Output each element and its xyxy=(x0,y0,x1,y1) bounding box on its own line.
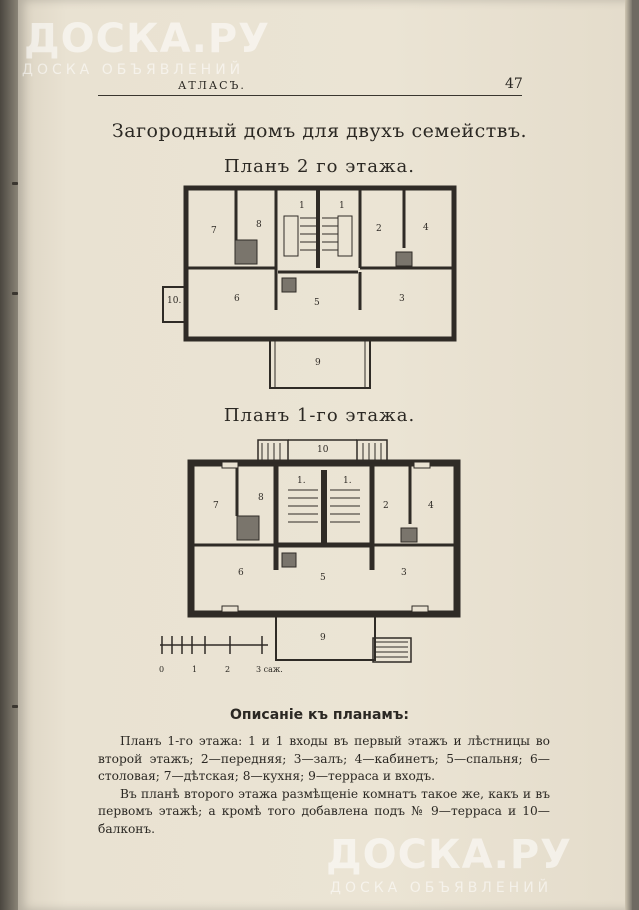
description-body xyxy=(98,733,550,838)
lower-room-label: 1. xyxy=(297,476,306,486)
watermark-brand-bottom: ДОСКА.РУ xyxy=(326,832,572,878)
running-header-title: АТЛАСЪ. xyxy=(178,79,246,92)
description-paragraph: Въ планѣ второго этажа размѣщенiе комнатъ такое же, какъ и въ первомъ этажѣ; а кромѣ того добавлена подъ № 9—терраса и 10—балконъ. xyxy=(98,786,550,836)
scale-label: 3 саж. xyxy=(256,665,283,674)
upper-room-label: 8 xyxy=(256,220,262,230)
description-paragraph: Планъ 1-го этажа: 1 и 1 входы въ первый этажъ и лѣстницы во второй этажъ; 2—передняя; 3—залъ; 4—кабинетъ; 5—спальня; 6—столовая; 7—дѣтская; 8—кухня; 9—терраса и входъ. xyxy=(98,734,550,783)
upper-room-label: 5 xyxy=(314,298,320,308)
scale-label: 0 xyxy=(159,665,165,674)
upper-room-label: 10. xyxy=(167,296,182,306)
lower-room-label: 1. xyxy=(343,476,352,486)
upper-room-label: 7 xyxy=(211,226,217,236)
upper-room-label: 2 xyxy=(376,224,382,234)
lower-room-label: 2 xyxy=(383,501,389,511)
lower-room-label: 3 xyxy=(401,568,407,578)
upper-room-label: 9 xyxy=(315,358,321,368)
lower-room-label: 5 xyxy=(320,573,326,583)
upper-plan-title: Планъ 2 го этажа. xyxy=(224,156,415,177)
lower-room-label: 8 xyxy=(258,493,264,503)
watermark-tagline-top: ДОСКА ОБЪЯВЛЕНИЙ xyxy=(22,62,245,78)
lower-room-label: 7 xyxy=(213,501,219,511)
scale-bar xyxy=(160,636,268,654)
lower-room-label: 9 xyxy=(320,633,326,643)
page-number: 47 xyxy=(505,76,523,92)
page-title: Загородный домъ для двухъ семействъ. xyxy=(111,120,528,142)
upper-room-label: 4 xyxy=(423,223,429,233)
lower-room-label: 6 xyxy=(238,568,244,578)
upper-room-label: 3 xyxy=(399,294,405,304)
scale-label: 2 xyxy=(225,665,231,674)
upper-room-label: 1 xyxy=(299,201,305,211)
lower-plan-title: Планъ 1-го этажа. xyxy=(223,405,416,426)
description-heading: Описанiе къ планамъ: xyxy=(230,707,409,723)
upper-room-label: 1 xyxy=(339,201,345,211)
scale-label: 1 xyxy=(192,665,198,674)
lower-room-label: 10 xyxy=(317,445,329,455)
watermark-brand-top: ДОСКА.РУ xyxy=(24,16,270,62)
upper-room-label: 6 xyxy=(234,294,240,304)
watermark-tagline-bottom: ДОСКА ОБЪЯВЛЕНИЙ xyxy=(330,880,553,896)
lower-room-label: 4 xyxy=(428,501,434,511)
